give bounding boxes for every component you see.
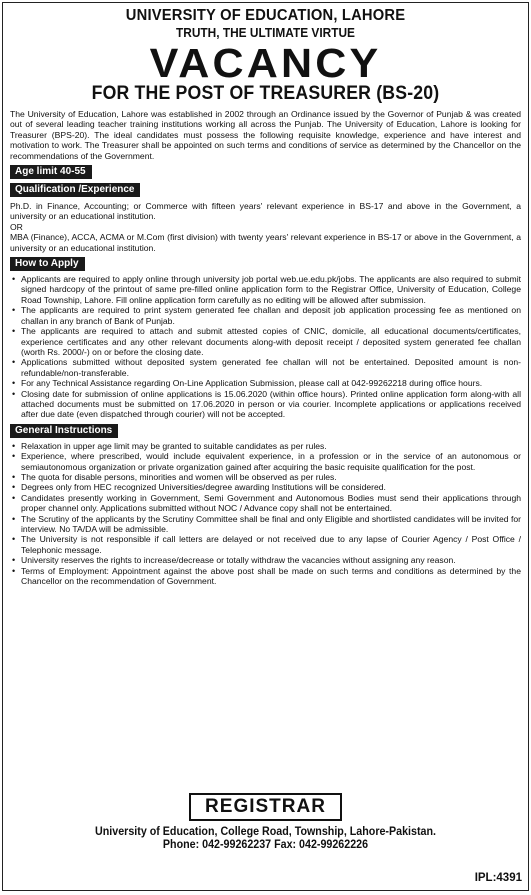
list-item: • University reserves the rights to increase/decrease or totally withdraw the vacancies without assigning any reason. (10, 555, 521, 565)
qualification-or: OR (10, 221, 23, 232)
list-item: • Experience, where prescribed, would include equivalent experience, in a profession or in the service of an autonomous or semiautonomous organization or private organization gained after acquiring the basic requisite qualification for the post. (10, 451, 521, 472)
ad-footer (3, 791, 528, 890)
list-item: • The applicants are required to print system generated fee challan and deposit job application processing fee as mentioned on challan in any branch of Bank of Punjab. (10, 305, 521, 326)
list-item: • The quota for disable persons, minorities and women will be observed as per rules. (10, 472, 521, 482)
qualification-block (10, 201, 521, 253)
list-item: • The Scrutiny of the applicants by the Scrutiny Committee shall be final and only Eligible and shortlisted candidates will be invited for interview. No TA/DA will be admissible. (10, 514, 521, 535)
vacancy-advertisement (2, 2, 529, 891)
list-item: • The applicants are required to attach and submit attested copies of CNIC, domicile, all educational documents/certificates, experience certificates and any other relevant documents along-with deposit receipt / deposited system generated fee challan (worth Rs. 2000/-) on or before the closing date. (10, 326, 521, 357)
university-name: UNIVERSITY OF EDUCATION, LAHORE (125, 7, 406, 24)
qualification-option-2: MBA (Finance), ACCA, ACMA or M.Com (first division) with twenty years' relevant experience in BS-17 or above in the Government, a university or an educational institution. (10, 232, 521, 253)
university-motto: TRUTH, THE ULTIMATE VIRTUE (175, 26, 355, 40)
general-instructions-heading: General Instructions (10, 424, 118, 438)
ipl-number: IPL:4391 (474, 872, 522, 884)
registrar-label: REGISTRAR (189, 793, 342, 821)
list-item: • For any Technical Assistance regarding On-Line Application Submission, please call at 042-99262218 during office hours. (10, 378, 521, 388)
list-item: • Applications submitted without deposited system generated fee challan will not be entertained. Deposited amount is non-refundable/non-transferable. (10, 357, 521, 378)
list-item: • Degrees only from HEC recognized Universities/degree awarding Institutions will be considered. (10, 482, 521, 492)
ad-body (3, 109, 528, 586)
footer-address: University of Education, College Road, Township, Lahore-Pakistan. (95, 826, 436, 838)
vacancy-title: VACANCY (149, 40, 382, 86)
post-title: FOR THE POST OF TREASURER (BS-20) (91, 83, 440, 104)
how-to-apply-list (10, 274, 521, 420)
qualification-option-1: Ph.D. in Finance, Accounting; or Commerce with fifteen years' relevant experience in BS-17 and above in the Government, a university or an educational institution. (10, 201, 521, 222)
qualification-heading: Qualification /Experience (10, 183, 140, 197)
footer-phone-fax: Phone: 042-99262237 Fax: 042-99262226 (162, 839, 369, 851)
list-item: • Candidates presently working in Government, Semi Government and Autonomous Bodies must send their applications through proper channel only. Applications submitted without NOC / Advance copy shall not be entertained. (10, 493, 521, 514)
list-item: • Applicants are required to apply online through university job portal web.ue.edu.pk/jobs. The applicants are also required to submit signed hardcopy of the printout of same pre-filled online application form to the Registrar Office, University of Education, College Road Township, Lahore. Fill online application form carefully as no editing will be allowed after submission. (10, 274, 521, 305)
list-item: • Terms of Employment: Appointment against the above post shall be made on such terms and conditions as determined by the Chancellor on the recommendation of Government. (10, 566, 521, 587)
age-limit-heading: Age limit 40-55 (10, 165, 92, 179)
ad-header (3, 7, 528, 104)
list-item: • Closing date for submission of online applications is 15.06.2020 (within office hours). Printed online application form along-with all attached documents must be submitted on 17.06.2020 in person or via courier. Incomplete applications or applications received after due date (even dispatched through courier) will not be accepted. (10, 389, 521, 420)
list-item: • Relaxation in upper age limit may be granted to suitable candidates as per rules. (10, 441, 521, 451)
how-to-apply-heading: How to Apply (10, 257, 85, 271)
list-item: • The University is not responsible if call letters are delayed or not received due to any lapse of Courier Agency / Post Office / Telephonic message. (10, 534, 521, 555)
general-instructions-list (10, 441, 521, 587)
intro-paragraph: The University of Education, Lahore was established in 2002 through an Ordinance issued by the Governor of Punjab & was created out of several leading teacher training institutions working all across the Punjab. The University of Education, Lahore is looking for Treasurer (BPS-20). The ideal candidates must possess the following requisite knowledge, experience and have interest and motivation to work. The Treasurer shall be appointed on such terms and conditions of service as determined by the Chancellor on the recommendations of the Government. (10, 109, 521, 161)
